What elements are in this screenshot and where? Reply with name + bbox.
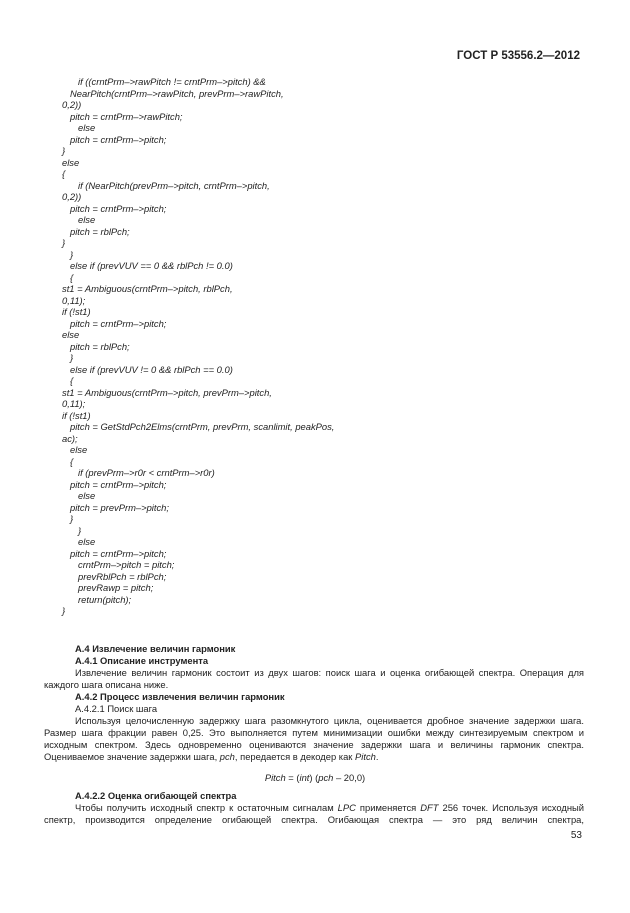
code-line: else	[62, 329, 80, 340]
code-line: ac);	[62, 432, 78, 444]
formula-pch: pch	[318, 772, 334, 783]
code-line: }	[70, 513, 74, 524]
code-line: pitch = prevPrm–>pitch;	[70, 501, 170, 513]
formula-lhs: Pitch	[264, 772, 286, 783]
code-line: st1 = Ambiguous(crntPrm–>pitch, rblPch,	[62, 283, 233, 294]
code-line: prevRblPch = rblPch;	[78, 570, 167, 582]
a421-text-3: .	[375, 751, 379, 762]
code-line: pitch = GetStdPch2Elms(crntPrm, prevPrm, scanlimit, peakPos,	[70, 421, 335, 432]
code-line: return(pitch);	[78, 593, 132, 605]
code-line: pitch = crntPrm–>pitch;	[70, 478, 167, 490]
paragraph-a421	[44, 715, 584, 763]
code-line: 0,11);	[62, 294, 86, 306]
heading-a421: А.4.2.1 Поиск шага	[75, 703, 158, 714]
code-line: pitch = crntPrm–>pitch;	[70, 202, 167, 214]
code-line: pitch = crntPrm–>pitch;	[70, 133, 167, 145]
a422-text-1: Чтобы получить исходный спектр к остаточным сигналам	[75, 802, 338, 813]
code-line: NearPitch(crntPrm–>rawPitch, prevPrm–>rawPitch,	[70, 87, 284, 99]
code-line: else	[70, 444, 88, 455]
code-line: {	[70, 455, 74, 467]
code-line: 0,2))	[62, 191, 82, 202]
code-line: else if (prevVUV != 0 && rblPch == 0.0)	[70, 363, 233, 375]
paragraph-a41: Извлечение величин гармоник состоит из двух шагов: поиск шага и оценка огибающей спектра. Операция для каждого шага описана ниже.	[44, 667, 584, 690]
formula-rhs: – 20,0)	[333, 772, 366, 783]
code-line: crntPrm–>pitch = pitch;	[78, 559, 175, 570]
a421-pch: pch	[219, 751, 235, 762]
code-line: st1 = Ambiguous(crntPrm–>pitch, prevPrm–>pitch,	[62, 386, 272, 398]
code-line: prevRawp = pitch;	[78, 582, 154, 593]
code-line: else	[78, 122, 96, 133]
formula-int: int	[299, 772, 310, 783]
heading-a422: А.4.2.2 Оценка огибающей спектра	[75, 790, 237, 801]
code-line: else	[78, 214, 96, 225]
code-line: }	[78, 524, 82, 536]
section-a4	[44, 643, 584, 763]
a421-text-2: , передается в декодер как	[234, 751, 355, 762]
code-line: else if (prevVUV == 0 && rblPch != 0.0)	[70, 260, 233, 271]
code-line: else	[78, 490, 96, 501]
code-line: 0,2))	[62, 99, 82, 110]
heading-a41: А.4.1 Описание инструмента	[75, 655, 209, 666]
code-line: pitch = rblPch;	[70, 340, 130, 352]
code-line: }	[62, 237, 66, 248]
code-line: if ((crntPrm–>rawPitch != crntPrm–>pitch) &&	[78, 76, 266, 87]
code-line: {	[62, 168, 66, 179]
formula-eq: = (	[285, 772, 300, 783]
a421-pitch: Pitch	[355, 751, 376, 762]
code-line: if (prevPrm–>r0r < crntPrm–>r0r)	[78, 467, 215, 478]
a421-text-1: Используя целочисленную задержку шага разомкнутого цикла, оценивается дробное значение задержки шага. Размер шага фракции равен 0,25. Это выполняется путем минимизации ошибки между синтезируемым спектром и исходным спектром. Здесь одновременно оцениваются значение задержки шага и величины гармоник спектра. Оцениваемое значение задержки шага,	[44, 715, 584, 762]
heading-a42: А.4.2 Процесс извлечения величин гармоник	[75, 691, 285, 702]
code-line: pitch = crntPrm–>rawPitch;	[70, 110, 183, 122]
section-a422	[44, 790, 584, 826]
code-line: }	[62, 605, 66, 616]
code-line: {	[70, 271, 74, 283]
code-line: if (NearPitch(prevPrm–>pitch, crntPrm–>pitch,	[78, 179, 270, 191]
code-line: pitch = rblPch;	[70, 225, 130, 237]
a422-text-3: 256 точек. Используя исходный спектр, производится определение огибающей спектра. Огибающая спектра — это ряд величин спектра,	[44, 802, 584, 825]
code-line: }	[70, 248, 74, 260]
a422-dft: DFT	[420, 802, 439, 813]
pitch-formula	[0, 772, 630, 783]
code-line: if (!st1)	[62, 306, 91, 317]
code-line: pitch = crntPrm–>pitch;	[70, 317, 167, 329]
code-line: {	[70, 375, 74, 386]
code-line: }	[62, 145, 66, 156]
code-line: else	[62, 156, 80, 168]
page-header: ГОСТ Р 53556.2—2012	[456, 50, 580, 62]
a422-lpc: LPC	[337, 802, 356, 813]
code-line: pitch = crntPrm–>pitch;	[70, 547, 167, 559]
heading-a4: А.4 Извлечение величин гармоник	[75, 643, 236, 654]
code-line: 0,11);	[62, 398, 86, 409]
page-number: 53	[570, 830, 582, 841]
paragraph-a422	[44, 802, 584, 826]
code-line: if (!st1)	[62, 409, 91, 421]
code-line: }	[70, 352, 74, 363]
code-line: else	[78, 536, 96, 547]
formula-mid: ) (	[309, 772, 319, 783]
a422-text-2: применяется	[355, 802, 421, 813]
